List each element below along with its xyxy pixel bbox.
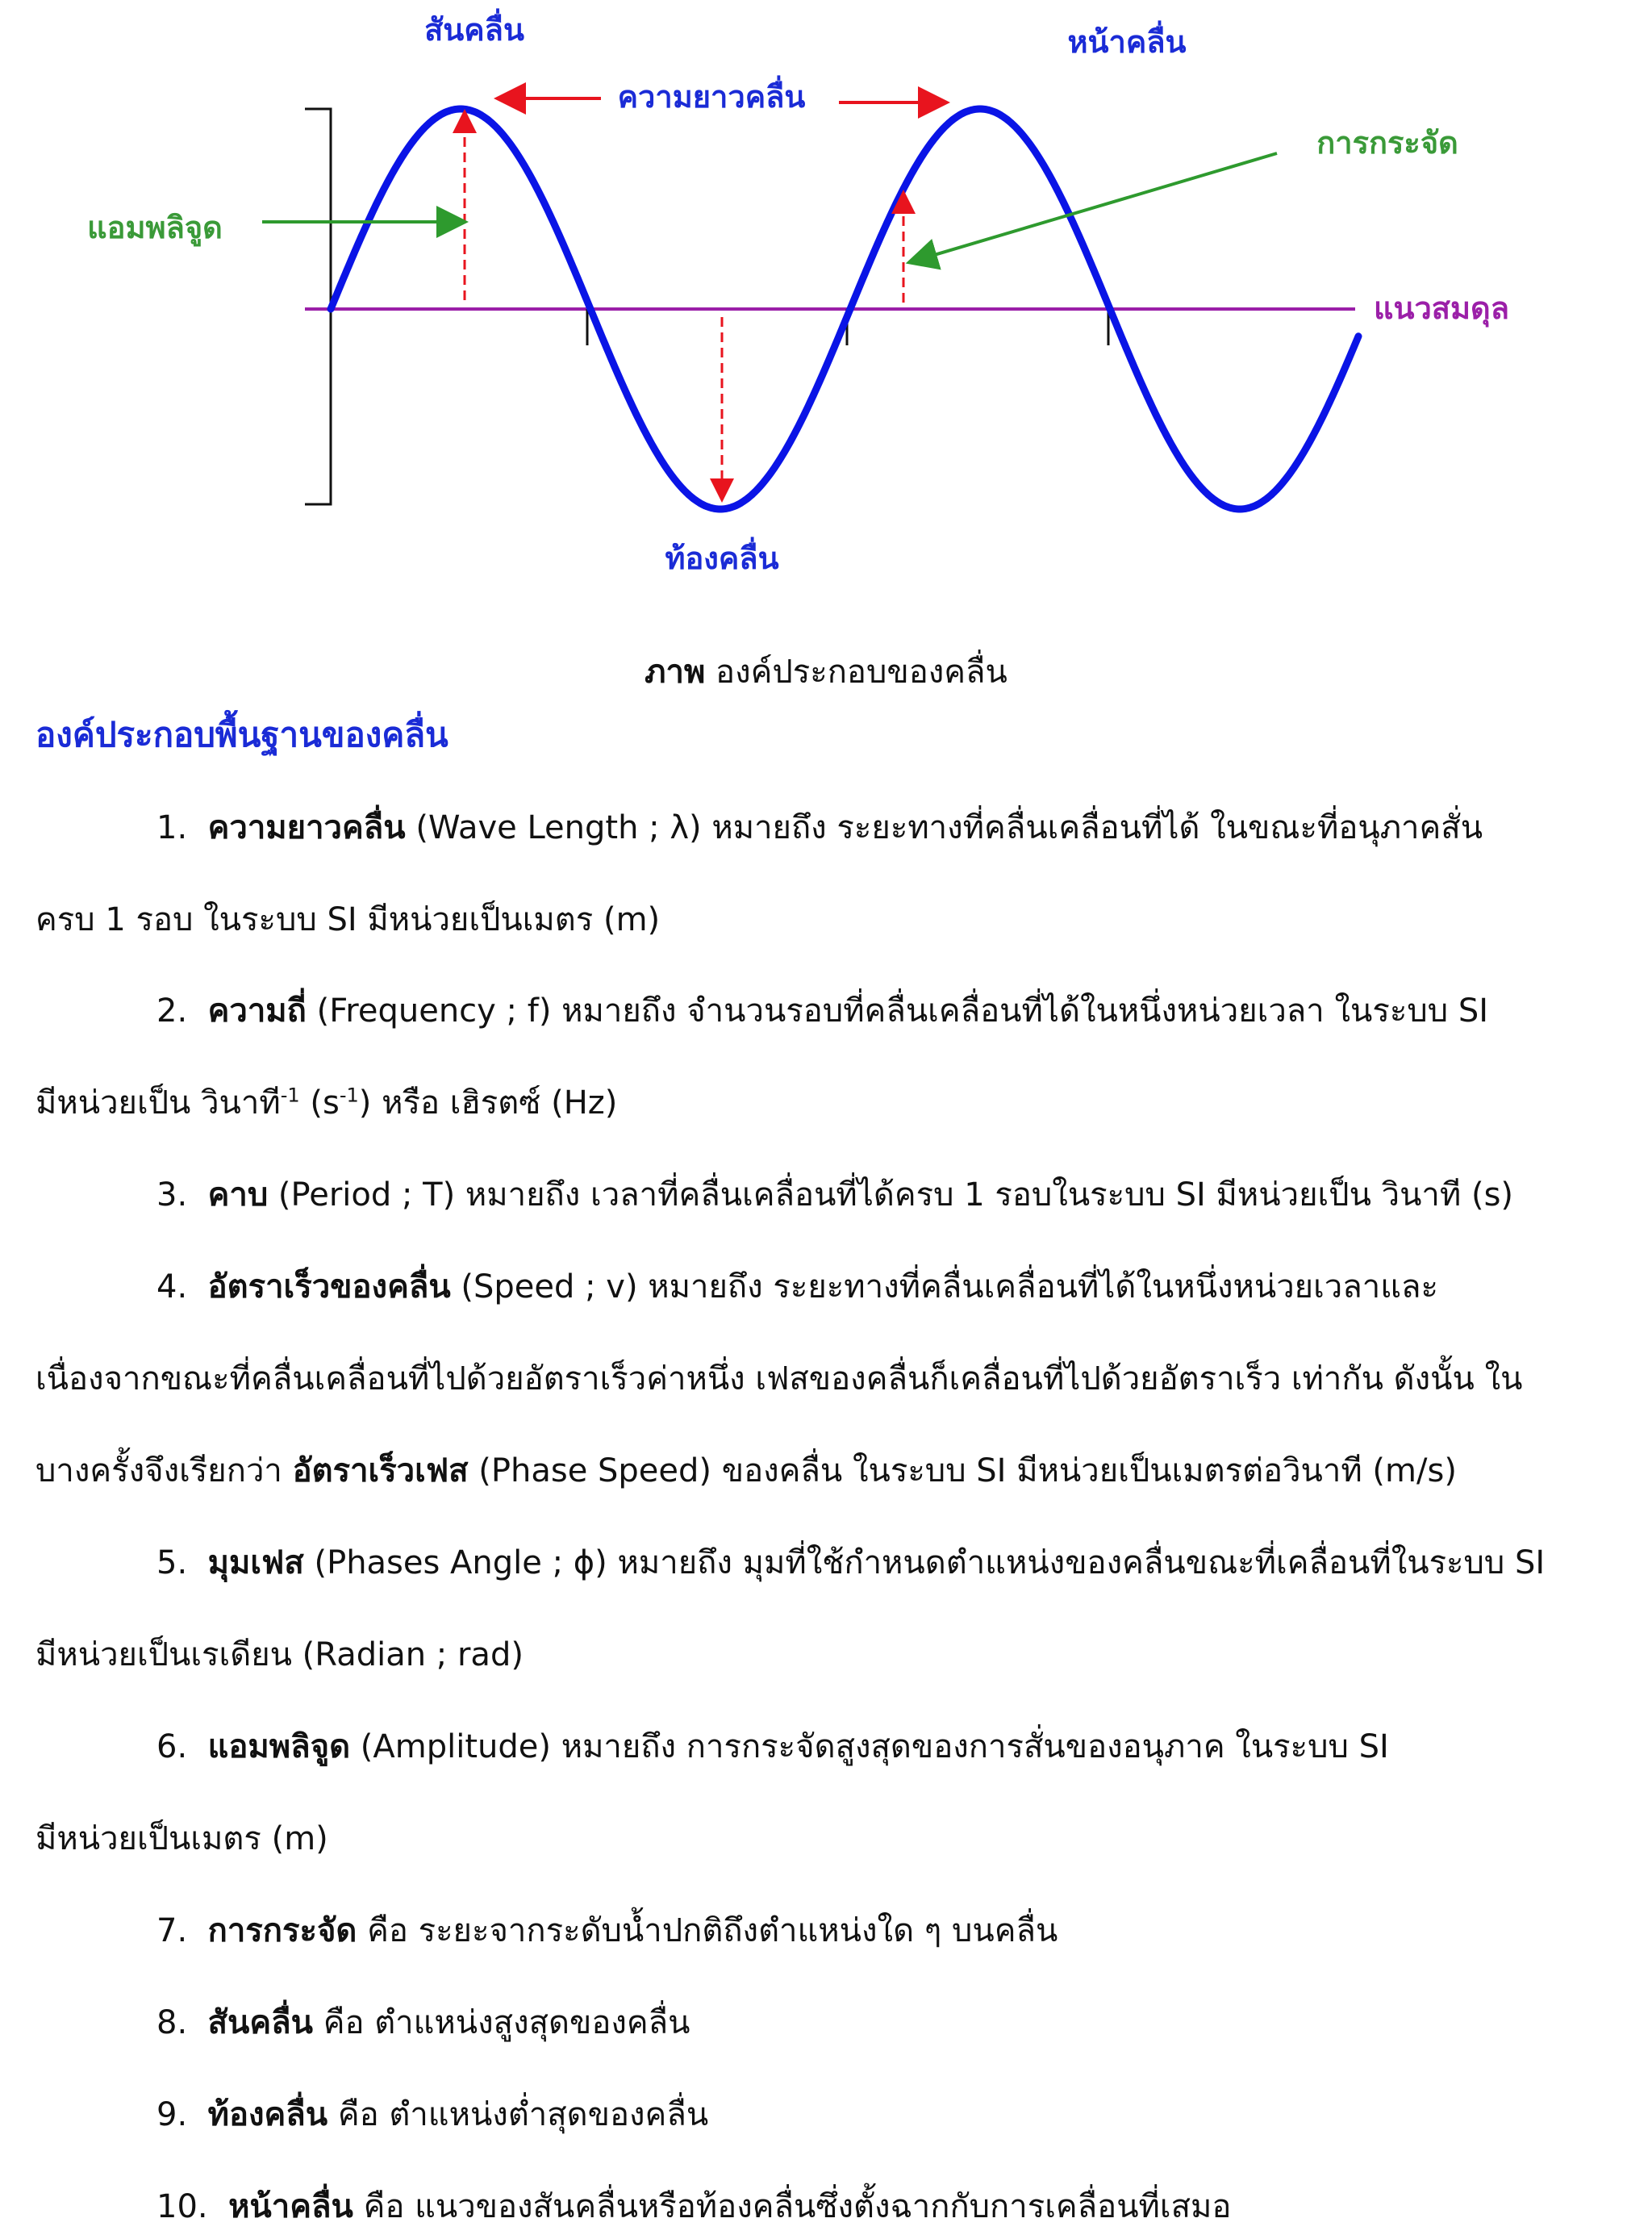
amplitude-label: แอมพลิจูด: [87, 210, 223, 245]
item-term: อัตราเร็วเฟส: [292, 1452, 469, 1489]
item-continuation: [35, 1444, 1457, 1496]
item-text: คือ ระยะจากระดับน้ำปกติถึงตำแหน่งใด ๆ บนคลื่น: [357, 1912, 1058, 1949]
item-text: คือ แนวของสันคลื่นหรือท้องคลื่นซึ่งตั้งฉากกับการเคลื่อนที่เสมอ: [353, 2188, 1232, 2225]
amplitude-bracket: [305, 109, 331, 504]
item-text: (Period ; T) หมายถึง เวลาที่คลื่นเคลื่อนที่ได้ครบ 1 รอบในระบบ SI มีหน่วยเป็น วินาที (s): [268, 1176, 1514, 1214]
list-item: [156, 1168, 1513, 1220]
item-term: แอมพลิจูด: [207, 1728, 351, 1765]
list-item: [156, 984, 1488, 1036]
item-number: 3.: [156, 1176, 188, 1214]
item-text: (Amplitude) หมายถึง การกระจัดสูงสุดของการสั่นของอนุภาค ในระบบ SI: [350, 1728, 1389, 1765]
item-continuation: ครบ 1 รอบ ในระบบ SI มีหน่วยเป็นเมตร (m): [35, 901, 661, 938]
item-number: 1.: [156, 809, 188, 846]
list-item: [156, 1536, 1545, 1588]
item-number: 2.: [156, 992, 188, 1030]
wave-diagram: [0, 0, 1652, 613]
list-item: [156, 1720, 1389, 1772]
item-continuation: เนื่องจากขณะที่คลื่นเคลื่อนที่ไปด้วยอัตราเร็วค่าหนึ่ง เฟสของคลื่นก็เคลื่อนที่ไปด้วยอัตราเร็ว เท่ากัน ดังนั้น ใน: [35, 1360, 1523, 1397]
item-text: (Phase Speed) ของคลื่น ในระบบ SI มีหน่วยเป็นเมตรต่อวินาที (m/s): [468, 1452, 1457, 1489]
item-text: คือ ตำแหน่งต่ำสุดของคลื่น: [327, 2096, 709, 2133]
item-term: หน้าคลื่น: [228, 2188, 353, 2225]
item-text: (Speed ; v) หมายถึง ระยะทางที่คลื่นเคลื่อนที่ได้ในหนึ่งหน่วยเวลาและ: [450, 1268, 1439, 1305]
item-text: (Wave Length ; λ) หมายถึง ระยะทางที่คลื่นเคลื่อนที่ได้ ในขณะที่อนุภาคสั่น: [405, 809, 1483, 846]
item-number: 6.: [156, 1728, 188, 1765]
list-item: [156, 2088, 708, 2140]
item-term: ท้องคลื่น: [207, 2096, 328, 2133]
list-item: [156, 801, 1483, 853]
section-heading: องค์ประกอบพื้นฐานของคลื่น: [35, 715, 448, 754]
wavelength-label: ความยาวคลื่น: [617, 79, 806, 115]
item-text: ) หรือ เฮิรตซ์ (Hz): [358, 1084, 618, 1122]
item-continuation: มีหน่วยเป็นเมตร (m): [35, 1820, 328, 1857]
displacement-pointer-arrow: [918, 153, 1277, 260]
item-number: 4.: [156, 1268, 188, 1305]
list-item: [156, 1260, 1438, 1312]
item-number: 5.: [156, 1544, 188, 1581]
item-continuation: มีหน่วยเป็นเรเดียน (Radian ; rad): [35, 1636, 524, 1673]
item-text: คือ ตำแหน่งสูงสุดของคลื่น: [312, 2004, 690, 2041]
wavefront-label: หน้าคลื่น: [1067, 24, 1187, 60]
item-term: การกระจัด: [207, 1912, 357, 1949]
item-number: 10.: [156, 2188, 208, 2225]
item-term: ความยาวคลื่น: [207, 809, 406, 846]
crest-label: สันคลื่น: [424, 12, 524, 48]
equilibrium-label: แนวสมดุล: [1373, 290, 1510, 326]
item-term: อัตราเร็วของคลื่น: [207, 1268, 451, 1305]
caption-text: องค์ประกอบของคลื่น: [705, 654, 1007, 691]
item-text: (Frequency ; f) หมายถึง จำนวนรอบที่คลื่นเคลื่อนที่ได้ในหนึ่งหน่วยเวลา ในระบบ SI: [306, 992, 1489, 1030]
item-continuation: [35, 1076, 617, 1128]
item-number: 8.: [156, 2004, 188, 2041]
list-item: [156, 1996, 690, 2048]
caption-prefix: ภาพ: [645, 654, 706, 691]
superscript: -1: [339, 1084, 359, 1107]
item-number: 9.: [156, 2096, 188, 2133]
item-term: สันคลื่น: [207, 2004, 313, 2041]
trough-label: ท้องคลื่น: [665, 541, 779, 576]
item-text: บางครั้งจึงเรียกว่า: [35, 1452, 293, 1489]
item-number: 7.: [156, 1912, 188, 1949]
item-text: (s: [299, 1084, 340, 1122]
list-item: [156, 2180, 1231, 2232]
list-item: [156, 1904, 1058, 1956]
item-text: มีหน่วยเป็น วินาที: [35, 1084, 281, 1122]
item-term: คาบ: [207, 1176, 269, 1214]
item-term: มุมเฟส: [207, 1544, 304, 1581]
figure-caption: [0, 645, 1652, 697]
item-text: (Phases Angle ; ϕ) หมายถึง มุมที่ใช้กำหนดตำแหน่งของคลื่นขณะที่เคลื่อนที่ในระบบ SI: [303, 1544, 1546, 1581]
superscript: -1: [280, 1084, 300, 1107]
displacement-label: การกระจัด: [1316, 125, 1458, 161]
item-term: ความถี่: [207, 992, 307, 1030]
